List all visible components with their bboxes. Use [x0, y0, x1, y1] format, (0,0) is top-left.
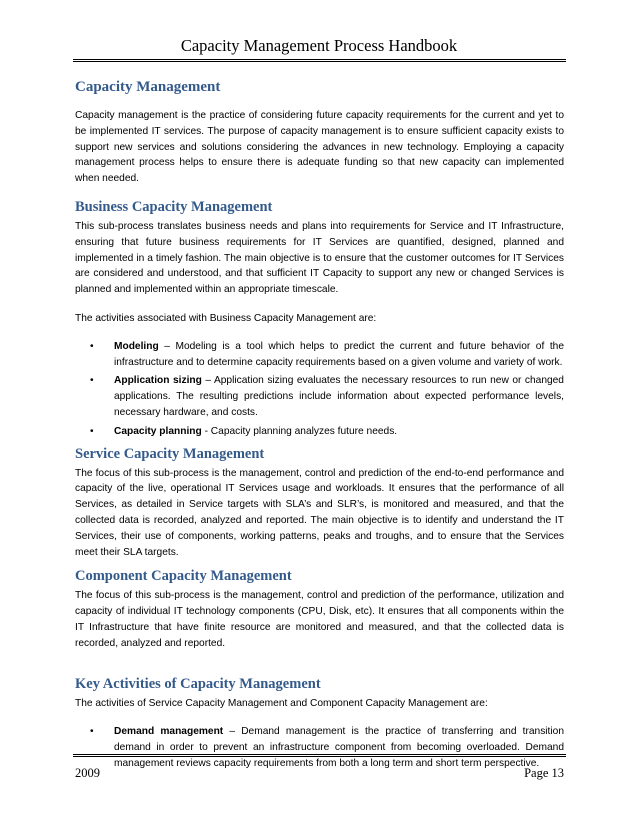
list-item-text: – Modeling is a tool which helps to predict the current and future behavior of the infrastructure and to determine capacity requirements based on a given volume and variety of work.: [114, 340, 564, 368]
list-item-text: – Demand management is the practice of transferring and transition demand in order to prevent an infrastructure component from becoming overloaded. Demand management reviews capacity requirements from both a long term and short term perspective.: [114, 726, 564, 769]
list-item-text: - Capacity planning analyzes future needs.: [201, 425, 398, 437]
service-paragraph: The focus of this sub-process is the management, control and prediction of the end-to-end performance and capacity of the live, operational IT Services usage and workloads. It ensures that the performance of all Services, as detailed in Service targets with SLA’s and SLR’s, is monitored and measured, and that the collected data is recorded, analyzed and reported. The main objective is to identify and understand the IT Services, their use of components, working patterns, peaks and troughs, and to ensure that the Services meet their SLA targets.: [75, 467, 564, 558]
key-activities-list: [75, 724, 564, 771]
header-rule-top: [73, 59, 566, 60]
header-rule-bottom: [73, 61, 566, 62]
business-activities-list: [75, 339, 564, 440]
footer-rule-bottom: [73, 756, 566, 757]
service-section: [75, 446, 564, 561]
component-heading: Component Capacity Management: [75, 568, 292, 585]
service-heading: Service Capacity Management: [75, 445, 265, 462]
business-heading: Business Capacity Management: [75, 198, 273, 215]
bullet-icon: •: [90, 340, 94, 352]
page-number: Page 13: [524, 766, 564, 780]
list-item-term: Demand management: [114, 726, 224, 738]
list-item-text: – Application sizing evaluates the necessary resources to run new or changed applications. The resulting predictions include information about expected performance levels, necessary hardware, and costs.: [114, 375, 564, 418]
footer-rule-top: [73, 754, 566, 755]
list-item-term: Modeling: [114, 340, 159, 352]
key-activities-section: [75, 676, 564, 772]
bullet-icon: •: [90, 726, 94, 738]
component-section: [75, 568, 564, 651]
key-activities-intro: The activities of Service Capacity Management and Component Capacity Management are:: [75, 697, 488, 709]
intro-paragraph: Capacity management is the practice of considering future capacity requirements for the current and yet to be implemented IT services. The purpose of capacity management is to ensure sufficient capacity exists to support new services and solutions considering the advances in new technology. Employing a capacity management process helps to ensure there is adequate funding so that new capacity can implemented when needed.: [75, 110, 564, 185]
list-item: [75, 424, 564, 440]
bullet-icon: •: [90, 375, 94, 387]
page-title: Capacity Management: [75, 79, 221, 95]
business-section: [75, 199, 564, 440]
list-item-term: Capacity planning: [114, 425, 202, 437]
list-item: [75, 339, 564, 371]
list-item-term: Application sizing: [114, 375, 202, 387]
running-header: Capacity Management Process Handbook: [180, 36, 458, 55]
page-content: [75, 79, 564, 775]
list-item: [75, 373, 564, 420]
list-item: [75, 724, 564, 771]
bullet-icon: •: [90, 425, 94, 437]
key-activities-heading: Key Activities of Capacity Management: [75, 675, 321, 692]
business-activities-intro: The activities associated with Business Capacity Management are:: [75, 312, 377, 324]
component-paragraph: The focus of this sub-process is the management, control and prediction of the performance, utilization and capacity of individual IT technology components (CPU, Disk, etc). It ensures that all components within the IT Infrastructure that have finite resource are monitored and measured, and that the collected data is recorded, analyzed and reported.: [75, 590, 564, 649]
business-paragraph: This sub-process translates business needs and plans into requirements for Service and IT Infrastructure, ensuring that future business requirements for IT Services are quantified, designed, planned and implemented in a timely fashion. The main objective is to ensure that the customer outcomes for IT Services are considered and understood, and that sufficient IT Capacity to support any new or changed Services is planned and implemented within an appropriate timescale.: [75, 220, 564, 296]
footer-year: 2009: [75, 766, 100, 780]
